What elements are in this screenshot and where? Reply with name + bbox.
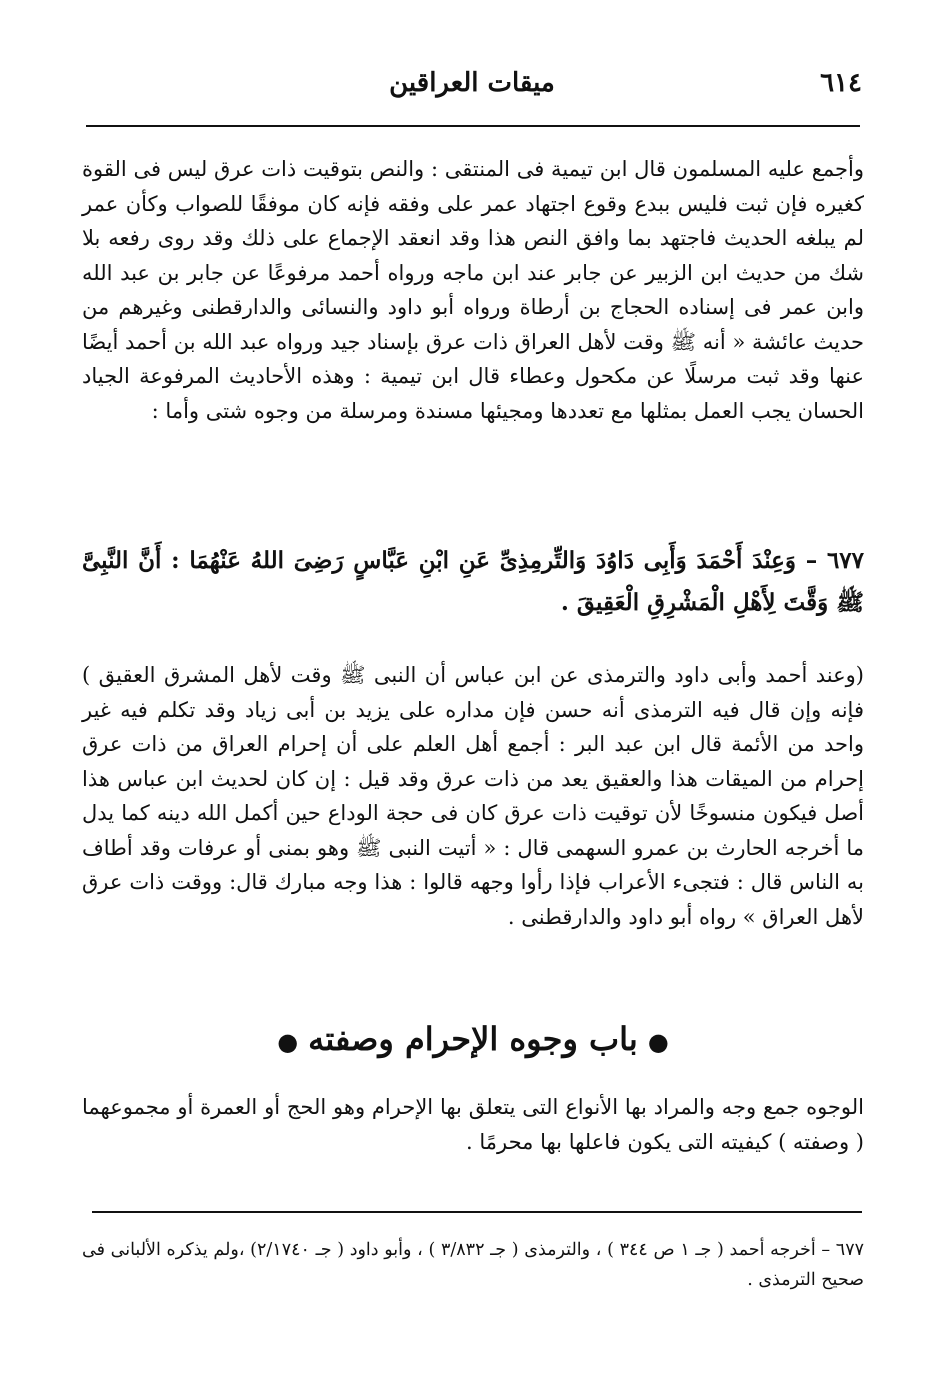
footnote-rule [92,1211,862,1213]
chapter-title: باب وجوه الإحرام وصفته [308,1020,638,1058]
bullet-icon: ● [647,1027,669,1056]
footnote: ٦٧٧ – أخرجه أحمد ( جـ ١ ص ٣٤٤ ) ، والترمذى ( جـ ٣/٨٣٢ ) ، وأبو داود ( جـ ٢/١٧٤٠) ،ولم يذكره الألبانى فى صحيح الترمذى . [82,1240,864,1290]
commentary-paragraph-3: الوجوه جمع وجه والمراد بها الأنواع التى يتعلق بها الإحرام وهو الحج أو العمرة أو مجموعهما ( وصفته ) كيفيته التى يكون فاعلها بها محرمًا . [82,1095,864,1154]
chapter-heading [82,1020,864,1058]
bullet-icon: ● [277,1027,299,1056]
page-header [82,68,862,112]
hadith-text: ٦٧٧ – وَعِنْدَ أَحْمَدَ وَأَبِى دَاوُدَ وَالتِّرمِذِىِّ عَنِ ابْنِ عَبَّاسٍ رَضِىَ اللهُ عَنْهُمَا : أَنَّ النَّبِىَّ ﷺ وَقَّتَ لِأَهْلِ الْمَشْرِقِ الْعَقِيقَ . [82,547,864,616]
commentary-paragraph-1: وأجمع عليه المسلمون قال ابن تيمية فى المنتقى : والنص بتوقيت ذات عرق ليس فى القوة كغيره فإن ثبت فليس ببدع وقوع اجتهاد عمر على وفقه فإنه كان موفقًا للصواب وكأن عمر لم يبلغه الحديث فاجتهد بما وافق النص هذا وقد انعقد الإجماع على ذلك وقد روى رفعه بلا شك من حديث ابن الزبير عن جابر عند ابن ماجه ورواه أحمد مرفوعًا عن جابر بن عبد الله وابن عمر فى إسناده الحجاج بن أرطاة ورواه أبو داود والنسائى والدارقطنى وغيرهم من حديث عائشة « أنه ﷺ وقت لأهل العراق ذات عرق بإسناد جيد ورواه عبد الله بن أحمد أيضًا عنها وقد ثبت مرسلًا عن مكحول وعطاء قال ابن تيمية : وهذه الأحاديث المرفوعة الجياد الحسان يجب العمل بمثلها مع تعددها ومجيئها مسندة ومرسلة من وجوه شتى وأما : [82,157,865,423]
commentary-paragraph-2: (وعند أحمد وأبى داود والترمذى عن ابن عباس أن النبى ﷺ وقت لأهل المشرق العقيق ) فإنه وإن قال فيه الترمذى أنه حسن فإن مداره على يزيد بن أبى زياد وقد تكلم فيه غير واحد من الأئمة قال ابن عبد البر : أجمع أهل العلم على أن إحرام العراق من ذات عرق إحرام من الميقات هذا والعقيق يعد من ذات عرق وقد قيل : إن كان لحديث ابن عباس هذا أصل فيكون منسوخًا لأن توقيت ذات عرق كان فى حجة الوداع حين أكمل الله دينه كما يدل ما أخرجه الحارث بن عمرو السهمى قال : « أتيت النبى ﷺ وهو بمنى أو عرفات وقد أطاف به الناس قال : فتجىء الأعراب فإذا رأوا وجهه قالوا : هذا وجه مبارك قال: ووقت ذات عرق لأهل العراق » رواه أبو داود والدارقطنى . [82,663,864,929]
header-rule [86,125,860,127]
running-title: ميقات العراقين [389,68,555,98]
page-number: ٦١٤ [820,68,862,98]
